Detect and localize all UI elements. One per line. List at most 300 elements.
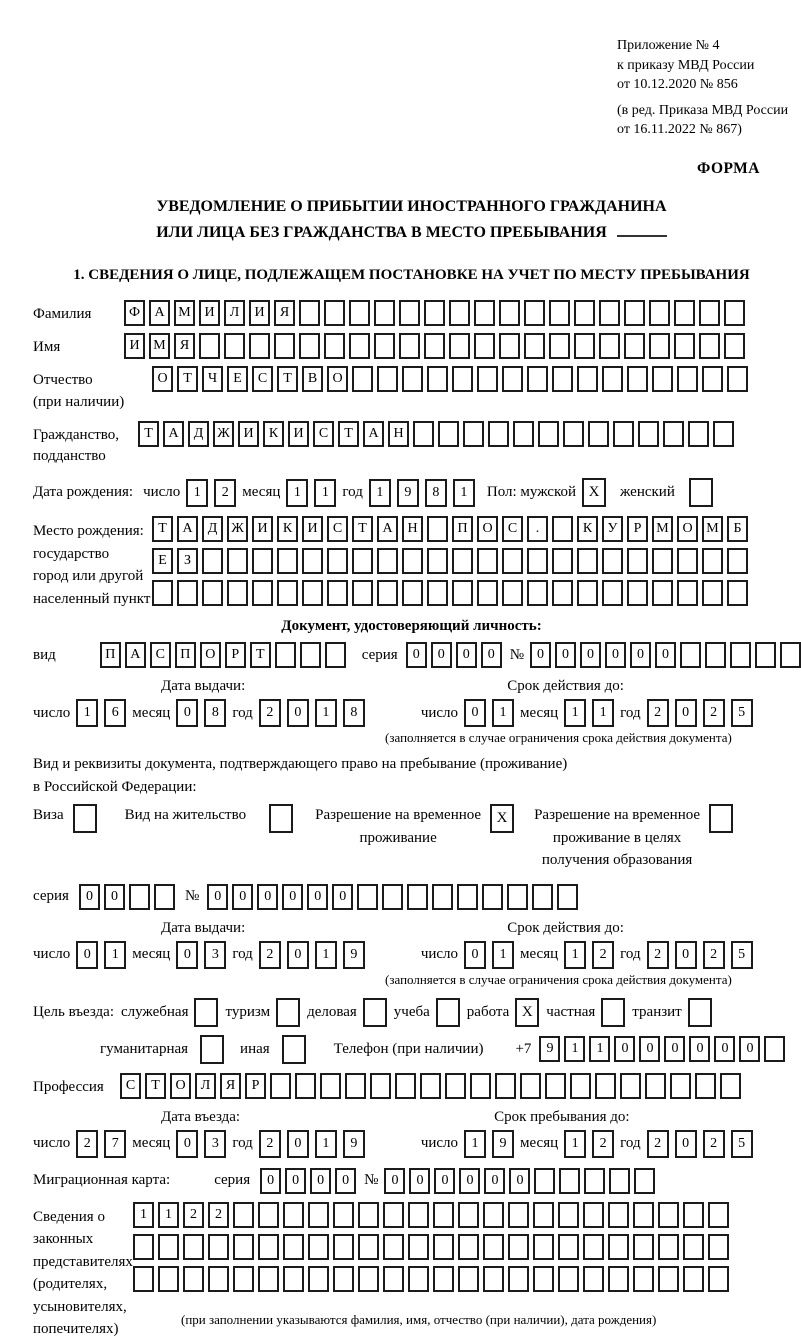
cell-box[interactable] [302,548,323,574]
cell-box[interactable] [352,366,373,392]
cell-box[interactable] [432,884,453,910]
cell-box[interactable] [133,1266,154,1292]
cell-box[interactable] [258,1266,279,1292]
cell-box[interactable]: 1 [104,941,126,969]
cell-box[interactable] [557,884,578,910]
cell-box[interactable] [224,333,245,359]
cell-box[interactable]: Т [277,366,298,392]
cell-box[interactable] [552,366,573,392]
cell-box[interactable] [602,548,623,574]
cell-box[interactable] [458,1202,479,1228]
cell-box[interactable] [270,1073,291,1099]
cell-box[interactable]: 0 [207,884,228,910]
cell-box[interactable]: Ф [124,300,145,326]
cell-box[interactable] [177,580,198,606]
cell-box[interactable] [699,333,720,359]
cell-box[interactable]: С [252,366,273,392]
cell-box[interactable] [627,580,648,606]
cell-box[interactable]: И [302,516,323,542]
cell-box[interactable] [634,1168,655,1194]
cell-box[interactable]: О [152,366,173,392]
cell-box[interactable] [438,421,459,447]
cell-box[interactable] [488,421,509,447]
cell-box[interactable] [233,1266,254,1292]
cell-box[interactable]: Т [152,516,173,542]
cell-box[interactable]: П [175,642,196,668]
cell-box[interactable]: 8 [204,699,226,727]
cell-box[interactable] [574,333,595,359]
cell-box[interactable] [602,580,623,606]
cell-box[interactable]: Ч [202,366,223,392]
cell-box[interactable]: Я [220,1073,241,1099]
cell-box[interactable]: 0 [282,884,303,910]
cell-box[interactable] [427,366,448,392]
cell-box[interactable] [624,333,645,359]
cell-box[interactable]: Т [352,516,373,542]
cell-box[interactable] [283,1234,304,1260]
cell-box[interactable] [527,580,548,606]
cell-box[interactable] [524,300,545,326]
cell-box[interactable]: 1 [315,1130,337,1158]
cell-box[interactable] [154,884,175,910]
cell-box[interactable] [577,366,598,392]
cell-box[interactable] [407,884,428,910]
cell-box[interactable] [652,548,673,574]
cell-box[interactable] [358,1266,379,1292]
cell-box[interactable] [638,421,659,447]
cell-box[interactable] [199,333,220,359]
cell-box[interactable]: Н [402,516,423,542]
cell-box[interactable]: 0 [456,642,477,668]
cell-box[interactable] [532,884,553,910]
cell-box[interactable] [608,1266,629,1292]
cell-box[interactable] [474,300,495,326]
cell-box[interactable]: Н [388,421,409,447]
cell-box[interactable] [695,1073,716,1099]
cell-box[interactable]: Д [188,421,209,447]
cell-box[interactable]: 0 [675,941,697,969]
cell-box[interactable] [474,333,495,359]
cell-box[interactable] [527,548,548,574]
cell-box[interactable] [677,548,698,574]
cell-box[interactable]: 0 [287,1130,309,1158]
cell-box[interactable]: 0 [714,1036,735,1062]
cell-box[interactable] [302,580,323,606]
cell-box[interactable] [627,366,648,392]
cell-box[interactable] [595,1073,616,1099]
cell-box[interactable]: 0 [335,1168,356,1194]
cell-box[interactable] [233,1202,254,1228]
cell-box[interactable]: И [199,300,220,326]
cell-box[interactable] [277,580,298,606]
cell-box[interactable]: 0 [630,642,651,668]
cell-box[interactable]: Б [727,516,748,542]
cell-box[interactable] [683,1266,704,1292]
cell-box[interactable] [133,1234,154,1260]
cell-box[interactable] [558,1234,579,1260]
cell-box[interactable] [658,1234,679,1260]
cell-box[interactable]: 5 [731,1130,753,1158]
cell-box[interactable]: Л [224,300,245,326]
cell-box[interactable]: О [677,516,698,542]
cell-box[interactable]: 2 [647,941,669,969]
cell-box[interactable] [458,1266,479,1292]
cell-box[interactable] [680,642,701,668]
cell-box[interactable]: 9 [539,1036,560,1062]
cell-box[interactable]: 3 [204,1130,226,1158]
cell-box[interactable] [183,1266,204,1292]
cell-box[interactable]: С [327,516,348,542]
cell-box[interactable] [588,421,609,447]
cell-box[interactable] [533,1266,554,1292]
cell-box[interactable] [327,580,348,606]
cell-box[interactable] [408,1266,429,1292]
cell-box[interactable] [358,1234,379,1260]
cell-box[interactable] [724,333,745,359]
cell-box[interactable] [349,333,370,359]
cell-box[interactable] [357,884,378,910]
cell-box[interactable]: 5 [731,699,753,727]
cell-box[interactable] [470,1073,491,1099]
cell-box[interactable] [552,548,573,574]
cell-box[interactable]: 1 [315,941,337,969]
cell-box[interactable] [183,1234,204,1260]
cell-box[interactable]: А [363,421,384,447]
cell-box[interactable] [652,366,673,392]
cell-box[interactable] [688,998,712,1027]
cell-box[interactable] [194,998,218,1027]
cell-box[interactable]: М [149,333,170,359]
cell-box[interactable] [477,548,498,574]
cell-box[interactable]: В [302,366,323,392]
cell-box[interactable] [402,548,423,574]
cell-box[interactable] [663,421,684,447]
cell-box[interactable]: А [163,421,184,447]
cell-box[interactable] [482,884,503,910]
cell-box[interactable]: Р [627,516,648,542]
cell-box[interactable] [677,366,698,392]
cell-box[interactable] [705,642,726,668]
cell-box[interactable]: 0 [509,1168,530,1194]
cell-box[interactable]: X [490,804,514,833]
cell-box[interactable] [483,1234,504,1260]
cell-box[interactable] [320,1073,341,1099]
cell-box[interactable]: 0 [431,642,452,668]
cell-box[interactable] [463,421,484,447]
cell-box[interactable] [483,1202,504,1228]
cell-box[interactable]: 2 [259,941,281,969]
cell-box[interactable]: 0 [605,642,626,668]
cell-box[interactable] [445,1073,466,1099]
cell-box[interactable] [727,548,748,574]
cell-box[interactable] [502,366,523,392]
cell-box[interactable] [258,1202,279,1228]
cell-box[interactable] [602,366,623,392]
cell-box[interactable] [727,366,748,392]
cell-box[interactable]: Ж [213,421,234,447]
cell-box[interactable]: 0 [689,1036,710,1062]
cell-box[interactable]: 2 [592,941,614,969]
cell-box[interactable]: 3 [204,941,226,969]
cell-box[interactable]: 0 [655,642,676,668]
cell-box[interactable]: 0 [384,1168,405,1194]
cell-box[interactable]: 1 [492,941,514,969]
cell-box[interactable] [508,1202,529,1228]
cell-box[interactable] [399,333,420,359]
cell-box[interactable] [308,1202,329,1228]
cell-box[interactable] [559,1168,580,1194]
cell-box[interactable]: 2 [703,1130,725,1158]
cell-box[interactable] [374,333,395,359]
cell-box[interactable] [427,548,448,574]
cell-box[interactable] [520,1073,541,1099]
cell-box[interactable]: 2 [183,1202,204,1228]
cell-box[interactable]: 0 [287,941,309,969]
cell-box[interactable] [633,1234,654,1260]
cell-box[interactable] [275,642,296,668]
cell-box[interactable] [730,642,751,668]
cell-box[interactable] [674,333,695,359]
cell-box[interactable] [383,1202,404,1228]
cell-box[interactable] [688,421,709,447]
cell-box[interactable]: 0 [530,642,551,668]
cell-box[interactable] [499,333,520,359]
cell-box[interactable] [308,1234,329,1260]
cell-box[interactable]: 0 [664,1036,685,1062]
cell-box[interactable]: 2 [647,699,669,727]
cell-box[interactable] [333,1234,354,1260]
cell-box[interactable]: А [177,516,198,542]
cell-box[interactable]: 1 [314,479,336,507]
cell-box[interactable]: 0 [484,1168,505,1194]
cell-box[interactable] [200,1035,224,1064]
cell-box[interactable] [382,884,403,910]
cell-box[interactable]: X [582,478,606,507]
cell-box[interactable] [507,884,528,910]
cell-box[interactable]: К [277,516,298,542]
cell-box[interactable] [452,548,473,574]
cell-box[interactable] [452,366,473,392]
cell-box[interactable]: 5 [731,941,753,969]
cell-box[interactable] [552,516,573,542]
cell-box[interactable] [702,366,723,392]
cell-box[interactable] [608,1202,629,1228]
cell-box[interactable] [577,548,598,574]
cell-box[interactable]: 8 [343,699,365,727]
cell-box[interactable]: М [652,516,673,542]
cell-box[interactable] [333,1266,354,1292]
cell-box[interactable] [395,1073,416,1099]
cell-box[interactable]: З [177,548,198,574]
cell-box[interactable]: 2 [259,1130,281,1158]
cell-box[interactable] [299,333,320,359]
cell-box[interactable] [508,1266,529,1292]
cell-box[interactable] [477,580,498,606]
cell-box[interactable] [534,1168,555,1194]
cell-box[interactable] [677,580,698,606]
cell-box[interactable] [252,548,273,574]
cell-box[interactable] [377,580,398,606]
cell-box[interactable] [574,300,595,326]
cell-box[interactable]: С [313,421,334,447]
cell-box[interactable] [577,580,598,606]
cell-box[interactable]: 0 [675,1130,697,1158]
cell-box[interactable] [325,642,346,668]
cell-box[interactable]: 1 [76,699,98,727]
cell-box[interactable] [558,1202,579,1228]
cell-box[interactable]: Я [174,333,195,359]
cell-box[interactable] [308,1266,329,1292]
cell-box[interactable]: 0 [257,884,278,910]
cell-box[interactable] [227,580,248,606]
cell-box[interactable] [383,1266,404,1292]
cell-box[interactable] [324,333,345,359]
cell-box[interactable]: 0 [459,1168,480,1194]
cell-box[interactable]: 0 [285,1168,306,1194]
cell-box[interactable] [670,1073,691,1099]
cell-box[interactable]: 0 [76,941,98,969]
cell-box[interactable] [457,884,478,910]
cell-box[interactable]: И [124,333,145,359]
cell-box[interactable] [563,421,584,447]
cell-box[interactable] [358,1202,379,1228]
cell-box[interactable]: 1 [369,479,391,507]
cell-box[interactable] [252,580,273,606]
cell-box[interactable]: Е [227,366,248,392]
cell-box[interactable]: О [170,1073,191,1099]
cell-box[interactable]: Е [152,548,173,574]
cell-box[interactable] [624,300,645,326]
cell-box[interactable] [424,333,445,359]
cell-box[interactable] [227,548,248,574]
cell-box[interactable] [408,1202,429,1228]
cell-box[interactable] [383,1234,404,1260]
cell-box[interactable] [449,300,470,326]
cell-box[interactable] [502,548,523,574]
cell-box[interactable]: 1 [564,1130,586,1158]
cell-box[interactable] [402,366,423,392]
cell-box[interactable]: С [150,642,171,668]
cell-box[interactable] [333,1202,354,1228]
cell-box[interactable] [583,1266,604,1292]
cell-box[interactable]: Т [338,421,359,447]
cell-box[interactable]: 2 [703,699,725,727]
cell-box[interactable]: Р [225,642,246,668]
cell-box[interactable]: 0 [464,941,486,969]
cell-box[interactable] [727,580,748,606]
cell-box[interactable] [599,300,620,326]
cell-box[interactable]: Я [274,300,295,326]
cell-box[interactable] [374,300,395,326]
cell-box[interactable]: 9 [343,941,365,969]
cell-box[interactable] [276,998,300,1027]
cell-box[interactable] [702,548,723,574]
cell-box[interactable] [324,300,345,326]
cell-box[interactable] [633,1266,654,1292]
cell-box[interactable]: 0 [104,884,125,910]
cell-box[interactable] [552,580,573,606]
cell-box[interactable] [601,998,625,1027]
cell-box[interactable]: 1 [589,1036,610,1062]
cell-box[interactable] [658,1266,679,1292]
cell-box[interactable] [645,1073,666,1099]
cell-box[interactable]: 2 [76,1130,98,1158]
cell-box[interactable]: 1 [592,699,614,727]
cell-box[interactable] [709,804,733,833]
cell-box[interactable]: 0 [79,884,100,910]
cell-box[interactable] [627,548,648,574]
cell-box[interactable] [424,300,445,326]
cell-box[interactable] [402,580,423,606]
cell-box[interactable] [608,1234,629,1260]
cell-box[interactable]: 0 [332,884,353,910]
cell-box[interactable]: X [515,998,539,1027]
cell-box[interactable] [152,580,173,606]
cell-box[interactable]: 0 [675,699,697,727]
cell-box[interactable] [755,642,776,668]
cell-box[interactable] [708,1234,729,1260]
cell-box[interactable] [408,1234,429,1260]
cell-box[interactable]: 1 [133,1202,154,1228]
cell-box[interactable]: П [452,516,473,542]
cell-box[interactable] [649,300,670,326]
cell-box[interactable]: 0 [739,1036,760,1062]
cell-box[interactable] [399,300,420,326]
cell-box[interactable] [549,300,570,326]
cell-box[interactable]: 2 [259,699,281,727]
cell-box[interactable] [558,1266,579,1292]
cell-box[interactable] [508,1234,529,1260]
cell-box[interactable]: У [602,516,623,542]
cell-box[interactable] [249,333,270,359]
cell-box[interactable] [533,1234,554,1260]
cell-box[interactable]: 9 [397,479,419,507]
cell-box[interactable]: 8 [425,479,447,507]
cell-box[interactable] [299,300,320,326]
cell-box[interactable]: 0 [434,1168,455,1194]
cell-box[interactable]: 1 [186,479,208,507]
cell-box[interactable] [689,478,713,507]
cell-box[interactable] [513,421,534,447]
cell-box[interactable] [499,300,520,326]
cell-box[interactable]: 9 [343,1130,365,1158]
cell-box[interactable] [583,1202,604,1228]
cell-box[interactable] [202,580,223,606]
cell-box[interactable] [764,1036,785,1062]
cell-box[interactable] [477,366,498,392]
cell-box[interactable] [724,300,745,326]
cell-box[interactable]: 0 [555,642,576,668]
cell-box[interactable]: О [200,642,221,668]
cell-box[interactable] [277,548,298,574]
cell-box[interactable] [599,333,620,359]
cell-box[interactable] [377,366,398,392]
cell-box[interactable] [570,1073,591,1099]
cell-box[interactable] [495,1073,516,1099]
cell-box[interactable] [458,1234,479,1260]
cell-box[interactable] [483,1266,504,1292]
cell-box[interactable] [370,1073,391,1099]
cell-box[interactable] [699,300,720,326]
cell-box[interactable] [202,548,223,574]
cell-box[interactable]: И [252,516,273,542]
cell-box[interactable]: Т [138,421,159,447]
cell-box[interactable]: 0 [176,699,198,727]
cell-box[interactable] [652,580,673,606]
cell-box[interactable]: 0 [639,1036,660,1062]
cell-box[interactable]: И [238,421,259,447]
cell-box[interactable]: Т [177,366,198,392]
